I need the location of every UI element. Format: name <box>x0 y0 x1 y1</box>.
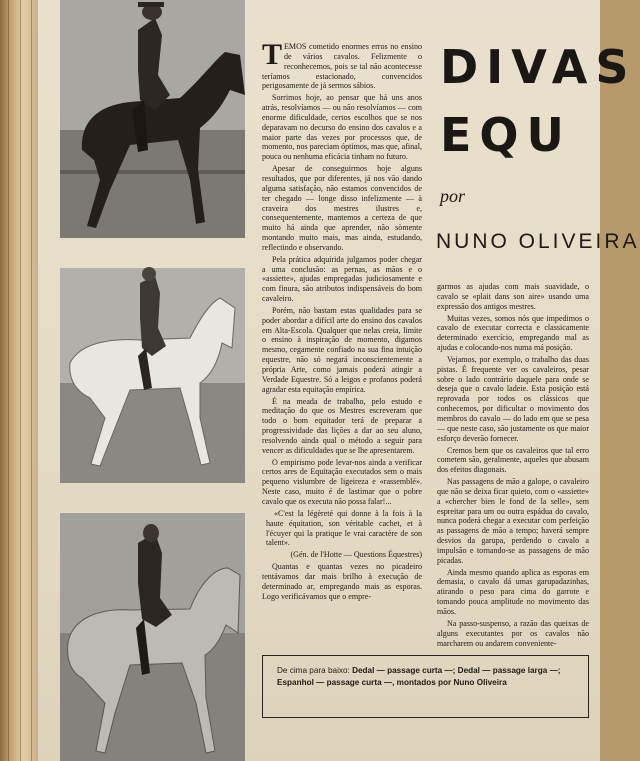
photo-horse-1 <box>60 0 245 238</box>
binding-fold <box>20 0 21 761</box>
photo-horse-2 <box>60 268 245 483</box>
rider-horse-illustration <box>60 513 245 761</box>
byline-author: NUNO OLIVEIRA <box>436 230 640 253</box>
paragraph: O empirismo pode levar-nos ainda a verificar certos ares de Equitação executados sem o mais pequeno vislumbre de ligeireza e «rassemblé». Neste caso, muito é de lastimar que o pobre cavalo que os executa não possa falar!... <box>262 457 422 506</box>
article-title-line-2: EQU <box>440 108 572 162</box>
paragraph: Vejamos, por exemplo, o trabalho das duas pistas. É frequente ver os cavaleiros, pesar sobre o lado contrário daquele para onde se deseja que o cavalo ladeie. Esta posição está reprovada por todos os clássicos que conhecemos, por dificultar o movimento dos membros do cavalo — do lado em que se pesa — que neste caso, são justamente os que maior esforço deverão fornecer. <box>437 354 589 443</box>
drop-cap: T <box>262 38 283 71</box>
paragraph: garmos as ajudas com mais suavidade, o cavalo se «plait dans son aire» usando uma expressão dos antigos mestres. <box>437 282 589 311</box>
binding-fold <box>31 0 32 761</box>
paragraph-text: EMOS cometido enormes erros no ensino de vários cavalos. Felizmente o reconhecemos, pois se tal não acontecesse teríamos estacionado, convencidos perigosamente de já sermos sábios. <box>262 42 422 91</box>
paragraph: Porém, não bastam estas qualidades para se poder abordar a difícil arte do ensino dos cavalos em Alta-Escola. Qualquer que nelas creia, limite o ensino à inspiração de momento, digamos mesmo, cegamente confiado na sua fina intuição equestre, não só negará inconscientemente a própria Arte, como jamais poderá atingir a Verdade Equestre. Só a leigos e profanos poderá agradar esta equitação empírica. <box>262 305 422 394</box>
article-title-line-1: DIVAS <box>440 40 637 94</box>
paragraph: Cremos bem que os cavaleiros que tal erro cometem são, geralmente, aqueles que abusam dos efeitos diagonais. <box>437 445 589 475</box>
paragraph: Apesar de conseguirmos hoje alguns resultados, que por diferentes, já nos vão dando alguma satisfação, não estamos convencidos de ter chegado — longe disso infelizmente — à craveira dos mestres ilustres e, consequentemente, mantemos a certeza de que muito há ainda que aprender, não sòmente montando muito mais, mas ainda, estudando, reflectindo e observando. <box>262 164 422 252</box>
paragraph <box>262 38 422 91</box>
paragraph: Na passo-suspenso, a razão das queixas de alguns executantes por os cavalos não marcharem ou andarem conveniente- <box>437 618 589 648</box>
quotation-citation: (Gén. de l'Hotte — Questions Équestres) <box>290 550 422 560</box>
paragraph: Pela prática adquirida julgamos poder chegar a uma conclusão: as pernas, as mãos e o «assiette», ajudas empregadas judiciosamente e com finura, são atributos indispensáveis do bom cavaleiro. <box>262 254 422 304</box>
rider-horse-illustration <box>60 268 245 483</box>
article-column-1 <box>262 38 423 603</box>
paragraph: Muitas vezes, somos nós que impedimos o cavalo de executar correcta e classicamente determinado exercício, empregando mal as ajudas e colocando-nos numa má posição. <box>437 313 589 353</box>
photo-horse-3 <box>60 513 245 761</box>
paragraph: Ainda mesmo quando aplica as esporas em demasia, o cavalo dá umas garupadazinhas, atirando o peso para cima do garrote e tomando pouca amplitude no movimento das mãos. <box>437 567 589 616</box>
caption-text: Dedal — passage curta —; Dedal — passage larga —; Espanhol — passage curta —, montados por Nuno Oliveira <box>277 666 561 687</box>
book-binding <box>0 0 38 761</box>
photo-caption-box <box>262 655 589 718</box>
quotation: «C'est la légèreté qui donne à la fois à la haute équitation, son véritable cachet, et à l'écuyer qui la pratique le vrai caractère de son talent». <box>266 508 422 548</box>
paragraph: Nas passagens de mão a galope, o cavaleiro que não se deixa ficar quieto, com o «assiette» a «chercher bien le fond de la selle», sem espreitar para um ou outra espádua do cavalo, nunca poderá chegar a executar com perfeição as passagens de mão a tempo; haverá sempre desvios da garupa, perdendo o cavalo a impulsão e tornando-se as passagens de mão picadas. <box>437 477 589 565</box>
caption-prefix: De cima para baixo: <box>277 666 353 675</box>
binding-fold <box>8 0 9 761</box>
paragraph: É na meada de trabalho, pelo estudo e meditação do que os Mestres escreveram que todo o bom equitador terá de preparar a progressividade das lições a dar ao seu aluno, resolvendo ainda qual o método a seguir para vencer as dificuldades que se lhe apresentarem. <box>262 396 422 455</box>
article-column-2 <box>437 282 589 650</box>
byline-por: por <box>440 186 466 206</box>
paragraph: Quantas e quantas vezes no picadeiro tentávamos dar mais brilho à execução de determinado ar, empregando mais as esporas. Logo verificávamos que o empre- <box>262 562 422 601</box>
rider-horse-illustration <box>60 0 245 238</box>
paragraph: Sorrimos hoje, ao pensar que há uns anos atrás, resolvíamos — ou não resolvíamos — com enorme dificuldade, certos escolhos que se nos deparavam no decurso do ensino dos cavalos e a maior parte das vezes por processos que, de momento, nos pareciam óptimos, mas que, afinal, pouca ou nenhuma eficácia tinham no futuro. <box>262 93 423 162</box>
